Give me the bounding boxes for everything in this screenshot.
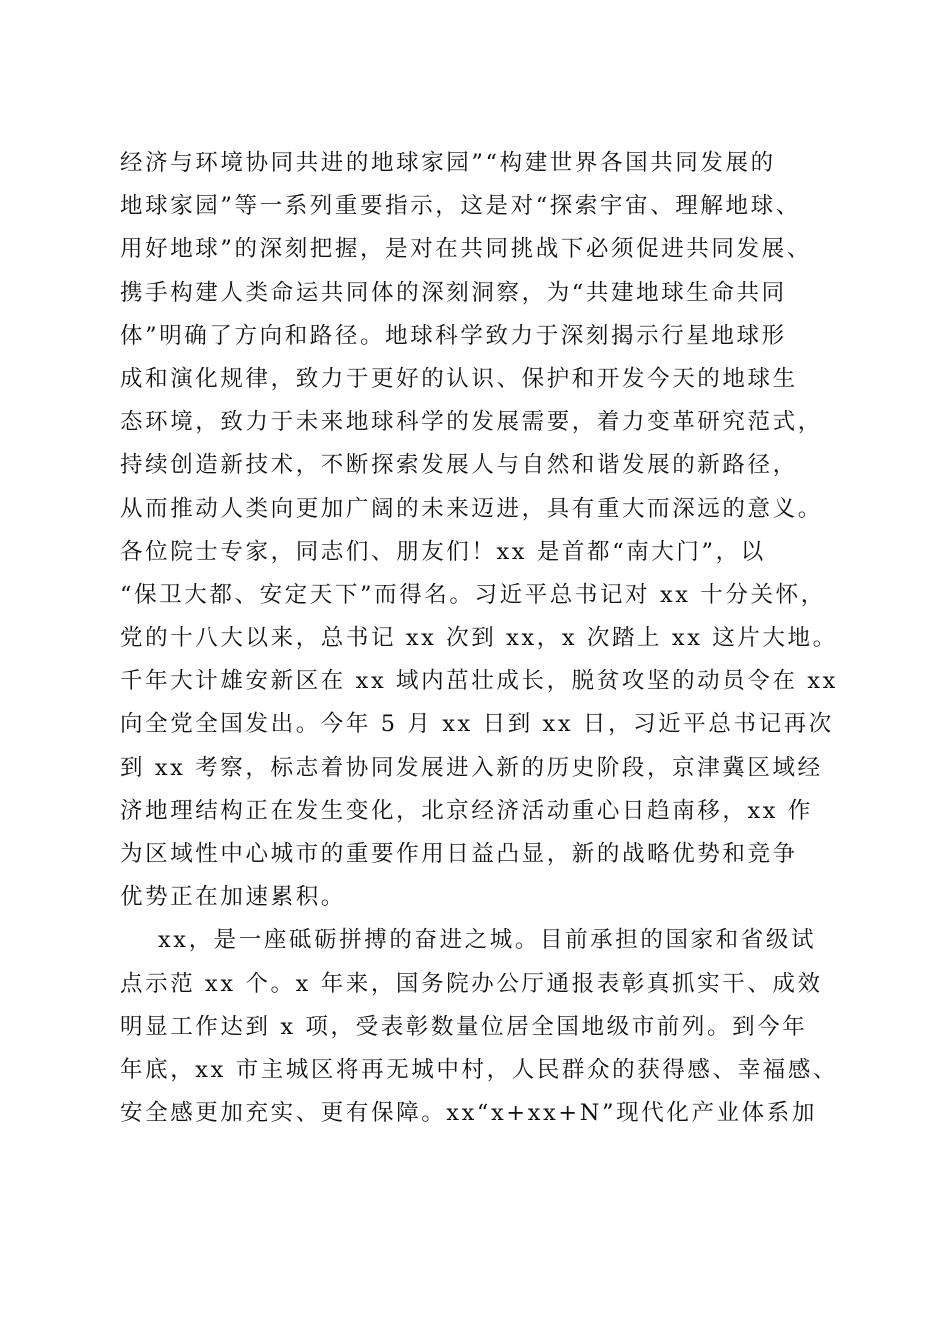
text-line: 点示范 xx 个。x 年来，国务院办公厅通报表彰真抓实干、成效 [120,970,823,997]
text-line: 体”明确了方向和路径。地球科学致力于深刻揭示行星地球形 [120,322,787,349]
text-line: 优势正在加速累积。 [120,884,346,911]
text-line: “保卫大都、安定天下”而得名。习近平总书记对 xx 十分关怀， [120,581,826,608]
text-line: 携手构建人类命运共同体的深刻洞察，为“共建地球生命共同 [120,279,787,306]
text-line: 千年大计雄安新区在 xx 域内茁壮成长，脱贫攻坚的动员令在 xx [120,668,838,695]
text-line: 安全感更加充实、更有保障。xx“x+xx+N”现代化产业体系加 [120,1100,817,1127]
text-line: 成和演化规律，致力于更好的认识、保护和开发今天的地球生 [120,365,798,392]
text-line: 党的十八大以来，总书记 xx 次到 xx，x 次踏上 xx 这片大地。 [120,625,838,652]
text-line: 明显工作达到 x 项，受表彰数量位居全国地级市前列。到今年 [120,1013,808,1040]
text-line: 各位院士专家，同志们、朋友们！xx 是首都“南大门”，以 [120,538,766,565]
text-line: 济地理结构正在发生变化，北京经济活动重心日趋南移，xx 作 [120,797,813,824]
text-line: 经济与环境协同共进的地球家园”“构建世界各国共同发展的 [120,150,776,176]
text-line: 持续创造新技术，不断探索发展人与自然和谐发展的新路径， [120,452,798,479]
body-text [120,142,840,1135]
text-line: 用好地球”的深刻把握，是对在共同挑战下必须促进共同发展、 [120,236,812,263]
text-line: 年底，xx 市主城区将再无城中村，人民群众的获得感、幸福感、 [120,1056,839,1083]
text-line: 从而推动人类向更加广阔的未来迈进，具有重大而深远的意义。 [120,495,823,522]
text-line: 到 xx 考察，标志着协同发展进入新的历史阶段，京津冀区域经 [120,754,823,781]
paragraph-start-line: xx，是一座砥砺拼搏的奋进之城。目前承担的国家和省级试 [158,927,817,954]
text-line: 地球家园”等一系列重要指示，这是对“探索宇宙、理解地球、 [120,193,801,220]
text-line: 向全党全国发出。今年 5 月 xx 日到 xx 日，习近平总书记再次 [120,711,834,738]
text-line: 为区域性中心城市的重要作用日益凸显，新的战略优势和竞争 [120,841,798,867]
text-line: 态环境，致力于未来地球科学的发展需要，着力变革研究范式， [120,409,823,436]
